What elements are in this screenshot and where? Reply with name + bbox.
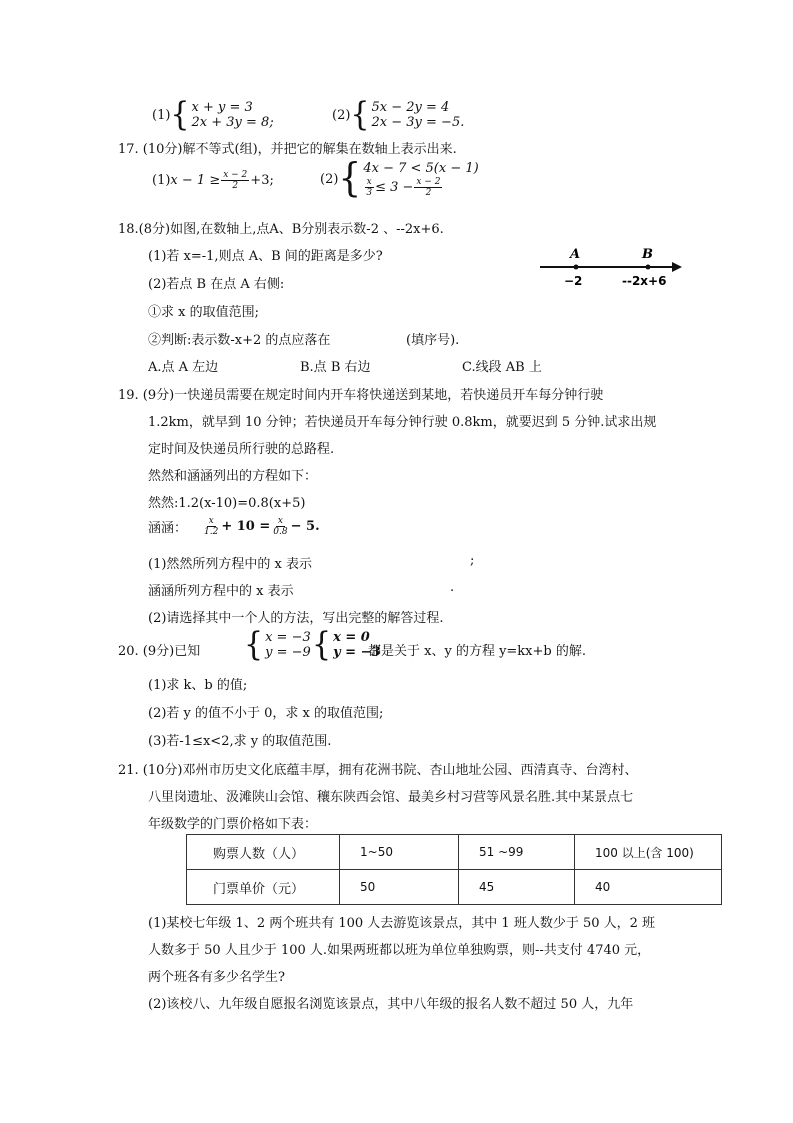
p17-part1-rest: +3;: [250, 173, 274, 188]
p21-line2: 八里岗遗址、汲滩陕山会馆、穰东陕西会馆、最美乡村习营等风景名胜.其中某景点七: [148, 790, 634, 805]
p19-hanhan-mid: + 10 =: [221, 519, 271, 534]
p19-hanhan-frac1-num: x: [208, 516, 214, 526]
p17-part1-label: (1): [152, 173, 171, 188]
p19-line1: 19. (9分)一快递员需要在规定时间内开车将快递送到某地，若快递员开车每分钟行驶: [118, 388, 604, 403]
point-b-value: --2x+6: [622, 274, 667, 288]
p16-sys1: [152, 95, 274, 134]
p20-q2: (2)若 y 的值不小于 0，求 x 的取值范围;: [148, 706, 384, 721]
ticket-price-table: [186, 834, 722, 905]
p17-part1: [152, 170, 274, 191]
table-cell: 100 以上(含 100): [575, 835, 722, 870]
p20-q3: (3)若-1≤x<2,求 y 的取值范围.: [148, 734, 332, 749]
p20-sys1-eq1: x = −3: [265, 630, 311, 645]
brace-icon: {: [170, 95, 190, 134]
p17-part2-frac2-num: x − 2: [416, 177, 441, 187]
p19-line3: 定时间及快递员所行驶的总路程.: [148, 442, 335, 457]
p21-q1-line3: 两个班各有多少名学生?: [148, 970, 285, 985]
p17-part1-num: x − 2: [223, 170, 248, 180]
brace-icon: {: [338, 155, 362, 201]
p19-line4: 然然和涵涵列出的方程如下：: [148, 469, 318, 484]
p16-sys2-label: (2): [332, 107, 351, 123]
p20-prefix: 20. (9分)已知: [118, 644, 201, 659]
p20-sys2-eq1: x = 0: [333, 630, 370, 645]
p20-q1: (1)求 k、b 的值;: [148, 678, 248, 693]
p18-q2: (2)若点 B 在点 A 右侧:: [148, 277, 285, 292]
p16-sys2-eq2: 2x − 3y = −5.: [371, 115, 465, 130]
p21-q1-line2: 人数多于 50 人且少于 100 人.如果两班都以班为单位单独购票，则--共支付 4740 元，: [148, 943, 651, 958]
p21-line1: 21. (10分)邓州市历史文化底蕴丰厚，拥有花洲书院、杏山地址公园、西清真寺、台湾村、: [118, 763, 638, 778]
p17-part1-den: 2: [232, 181, 239, 191]
p17-part2: [320, 155, 479, 201]
p18-text: 18.(8分)如图,在数轴上,点A、B分别表示数-2 、--2x+6.: [118, 222, 444, 237]
p18-opt-a: A.点 A 左边: [148, 360, 219, 375]
p18-q2a: ①求 x 的取值范围;: [148, 305, 259, 320]
point-a-label: A: [570, 247, 581, 262]
p19-hanhan-frac2: [271, 516, 289, 537]
p19-hanhan-frac2-den: 0.8: [273, 527, 288, 537]
p19-q1a-end: ;: [470, 553, 475, 568]
number-line-figure: [536, 242, 686, 292]
p19-hanhan-end: − 5.: [290, 519, 320, 534]
p18-opt-b: B.点 B 右边: [300, 360, 371, 375]
table-cell: 50: [340, 870, 459, 905]
p19-q1b: 涵涵所列方程中的 x 表示: [148, 584, 294, 599]
p17-part2-label: (2): [320, 171, 339, 187]
point-a-dot: [574, 265, 579, 270]
p19-hanhan-frac1-den: 1.2: [204, 527, 219, 537]
p18-q1: (1)若 x=-1,则点 A、B 间的距离是多少?: [148, 249, 383, 264]
point-b-dot: [646, 265, 651, 270]
p16-sys1-label: (1): [152, 107, 171, 123]
p17-part2-frac2-den: 2: [425, 188, 432, 198]
p17-part1-lhs: x − 1 ≥: [170, 173, 221, 188]
p19-hanhan-label: 涵涵：: [148, 521, 188, 536]
brace-icon: {: [312, 625, 332, 664]
p16-sys2-eq1: 5x − 2y = 4: [371, 100, 450, 115]
arrow-right-icon: [672, 262, 682, 272]
p19-ranran: 然然:1.2(x-10)=0.8(x+5): [148, 496, 306, 511]
p19-q1b-end: .: [450, 580, 455, 595]
table-cell: 门票单价（元）: [187, 870, 340, 905]
p20-sys1: [244, 625, 311, 664]
p20-suffix: 都是关于 x、y 的方程 y=kx+b 的解.: [368, 644, 586, 659]
p17-part2-mid: ≤ 3 −: [375, 180, 414, 195]
p21-q1-line1: (1)某校七年级 1、2 两个班共有 100 人去游览该景点，其中 1 班人数少于 50 人，2 班: [148, 916, 656, 931]
p18-q2b: ②判断:表示数-x+2 的点应落在: [148, 333, 331, 348]
p19-hanhan: [148, 516, 320, 537]
p16-sys1-eq2: 2x + 3y = 8;: [191, 115, 274, 130]
table-cell: 51 ~99: [459, 835, 575, 870]
p19-q1a: (1)然然所列方程中的 x 表示: [148, 557, 313, 572]
brace-icon: {: [244, 625, 264, 664]
p20-sys1-eq2: y = −9: [265, 645, 311, 660]
p21-q2-line1: (2)该校八、九年级自愿报名浏览该景点，其中八年级的报名人数不超过 50 人，九年: [148, 997, 634, 1012]
p16-sys2: [332, 95, 465, 134]
p16-sys1-eq1: x + y = 3: [191, 100, 253, 115]
p19-hanhan-frac2-num: x: [277, 516, 283, 526]
table-cell: 1~50: [340, 835, 459, 870]
table-row: [187, 870, 722, 905]
p17-part1-frac: [221, 170, 249, 191]
table-cell: 购票人数（人）: [187, 835, 340, 870]
table-cell: 40: [575, 870, 722, 905]
p17-part2-frac1: [364, 177, 374, 198]
p17-text: 17. (10分)解不等式(组)，并把它的解集在数轴上表示出来.: [118, 142, 457, 157]
p17-part2-eq1: 4x − 7 < 5(x − 1): [363, 161, 479, 176]
p17-part2-frac2: [414, 177, 442, 198]
p18-q2b-fill: (填序号).: [406, 333, 460, 348]
p19-hanhan-frac1: [202, 516, 220, 537]
p17-part2-frac1-num: x: [366, 177, 372, 187]
point-b-label: B: [642, 247, 653, 262]
p19-line2: 1.2km，就早到 10 分钟；若快递员开车每分钟行驶 0.8km，就要迟到 5 分钟.试求出规: [148, 415, 657, 430]
table-row: [187, 835, 722, 870]
p21-line3: 年级数学的门票价格如下表：: [148, 817, 318, 832]
table-cell: 45: [459, 870, 575, 905]
p17-part2-frac1-den: 3: [366, 188, 373, 198]
p18-opt-c: C.线段 AB 上: [462, 360, 542, 375]
point-a-value: −2: [564, 274, 583, 288]
p17-part2-eq2: [363, 177, 478, 198]
brace-icon: {: [350, 95, 370, 134]
p20-sys2-eq2: y = −3: [333, 645, 381, 660]
p19-q2: (2)请选择其中一个人的方法，写出完整的解答过程.: [148, 611, 444, 626]
